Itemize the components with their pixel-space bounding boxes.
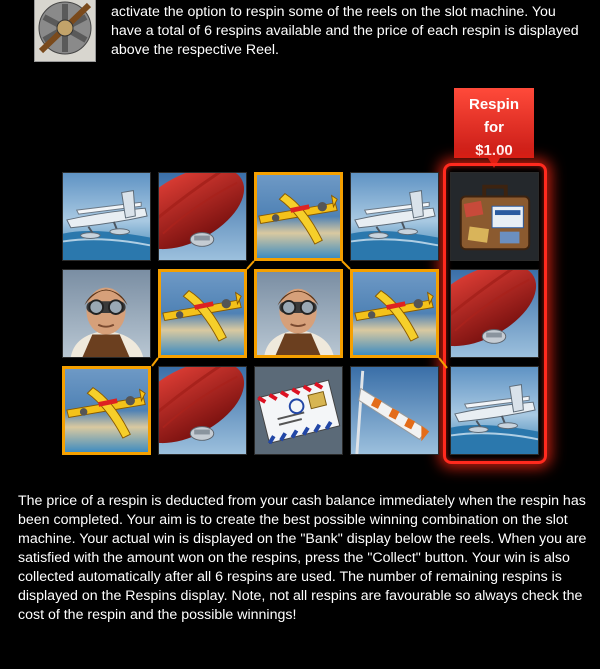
- airship-symbol: [158, 172, 247, 261]
- seaplane-symbol: [62, 172, 151, 261]
- payline-segment: [247, 261, 254, 269]
- yellow-plane-symbol: [254, 172, 343, 261]
- respin-label-line1: Respin: [468, 96, 519, 113]
- suitcase-symbol: [450, 172, 539, 261]
- description-paragraph: The price of a respin is deducted from your cash balance immediately when the respin has been completed. Your aim is to create the best possible winning combination on the slot machine. Your actual win is displayed on the "Bank" display below the reels. When you are satisfied with the amount won on the respins, press the "Collect" button. Your win is also collected automatically after all 6 respins are used. The number of remaining respins is displayed on the Respins display. Note, not all respins are favourable so always check the cost of the respin and the possible winnings!: [18, 493, 587, 623]
- yellow-plane-symbol: [62, 366, 151, 455]
- respin-label-text: [454, 93, 534, 162]
- intro-paragraph: activate the option to respin some of the reels on the slot machine. You have a total of 6 respins available and the price of each respin is displayed above the respective Reel.: [111, 4, 579, 58]
- respin-label-price: $1.00: [475, 142, 513, 159]
- airship-symbol: [450, 269, 539, 358]
- windsock-symbol: [350, 366, 439, 455]
- seaplane-symbol: [350, 172, 439, 261]
- intro-section: [0, 0, 600, 70]
- payline-segment: [152, 358, 158, 366]
- payline-segment: [342, 261, 350, 269]
- pilot-symbol: [62, 269, 151, 358]
- respin-price-label[interactable]: [454, 88, 534, 170]
- yellow-plane-symbol: [350, 269, 439, 358]
- radial-engine-icon: [34, 0, 96, 62]
- airship-symbol: [158, 366, 247, 455]
- yellow-plane-symbol: [158, 269, 247, 358]
- airmail-letter-symbol: [254, 366, 343, 455]
- seaplane-symbol: [450, 366, 539, 455]
- pilot-symbol: [254, 269, 343, 358]
- respin-label-line2: for: [484, 119, 504, 136]
